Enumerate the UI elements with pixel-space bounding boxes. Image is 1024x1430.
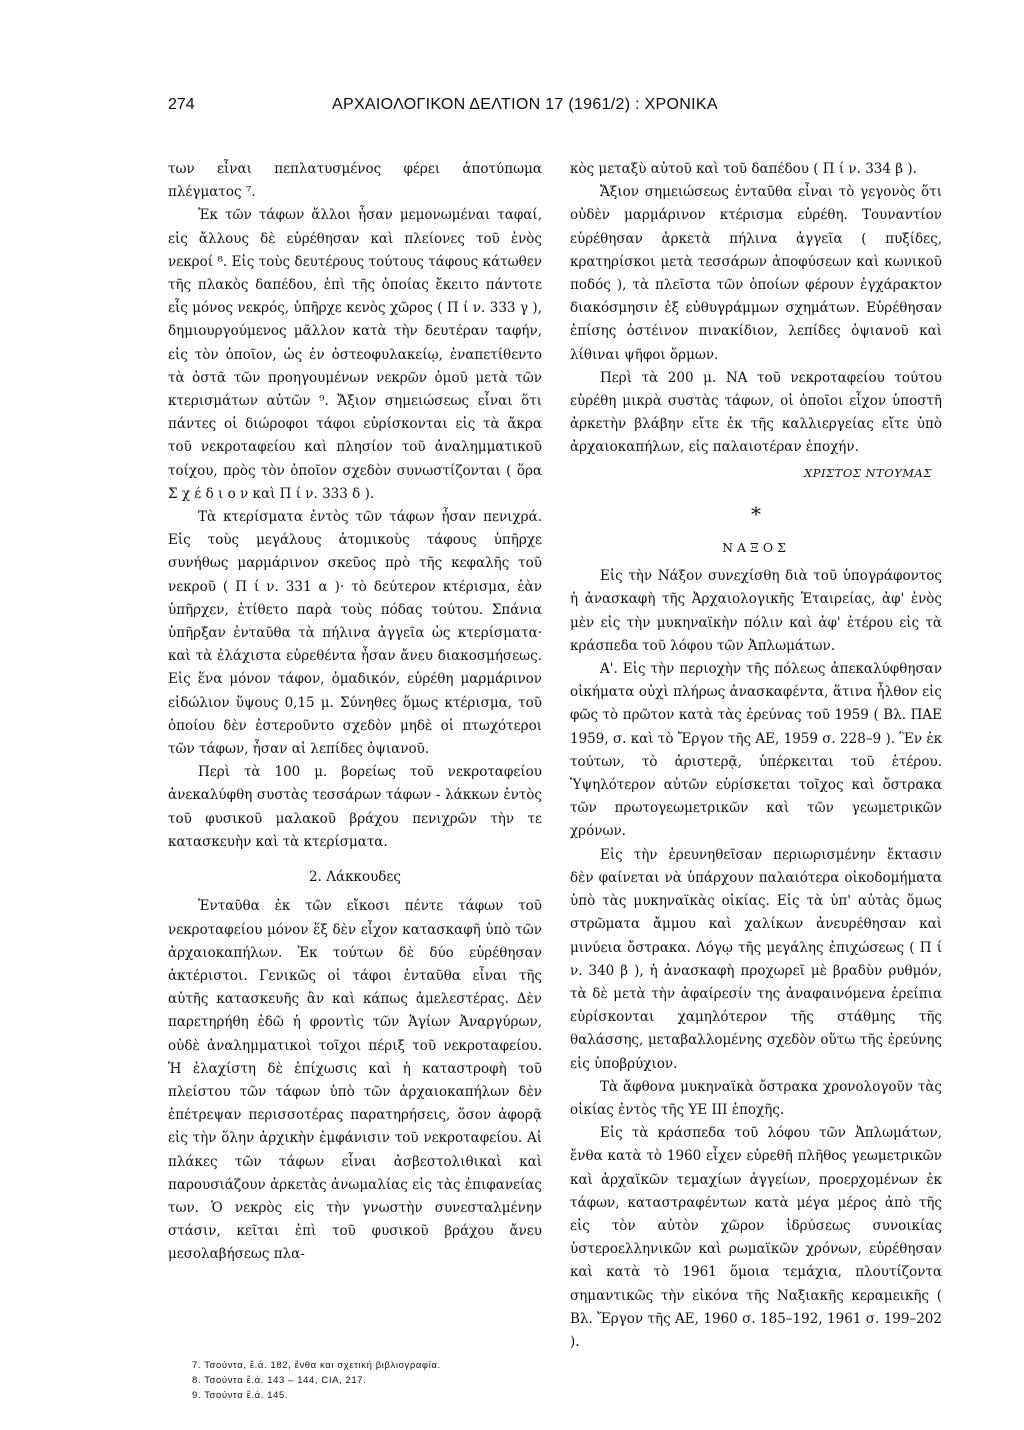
journal-title: ΑΡΧΑΙΟΛΟΓΙΚΟΝ ΔΕΛΤΙΟΝ 17 (1961/2) : ΧΡΟΝΙΚΑ	[332, 96, 718, 113]
author-signature: ΧΡΙΣΤΟΣ ΝΤΟΥΜΑΣ	[804, 465, 932, 480]
paragraph: Ἐκ τῶν τάφων ἄλλοι ἦσαν μεμονωμέναι ταφαί, εἰς ἄλλους δὲ εὑρέθησαν καὶ πλείονες τοῦ ἑνὸς νεκροί ⁸. Εἰς τοὺς δευτέρους τούτους τάφους κάτωθεν τῆς πλακὸς δαπέδου, ἐπὶ τῆς ὁποίας ἔκειτο πάντοτε εἷς μόνος νεκρός, ὑπῆρχε κενὸς χῶρος ( Π ί ν. 333 γ ), δημιουργούμενος μᾶλλον κατὰ τὴν δευτέραν ταφήν, εἰς τὸν ὁποῖον, ὡς ἐν ὀστεοφυλακείῳ, ἐναπετίθεντο τὰ ὀστᾶ τῶν προηγουμένων νεκρῶν ὁμοῦ μετὰ τῶν κτερισμάτων αὐτῶν ⁹. Ἄξιον σημειώσεως εἶναι ὅτι πάντες οἱ διώροφοι τάφοι εὑρίσκονται εἰς τὰ ἄκρα τοῦ νεκροταφείου καὶ πλησίον τοῦ ἀναλημματικοῦ τοίχου, πρὸς τὸν ὁποῖον σχεδὸν συνωστίζονται ( ὅρα Σ χ έ δ ι ο ν καὶ Π ί ν. 333 δ ).	[168, 207, 542, 502]
section-heading: 2. Λάκκουδες	[309, 869, 401, 886]
paragraph: Περὶ τὰ 200 μ. ΝΑ τοῦ νεκροταφείου τούτου εὑρέθη μικρὰ συστὰς τάφων, οἱ ὁποῖοι εἶχον ὑποστῆ ἀρκετὴν βλάβην εἴτε ἐκ τῆς καλλιεργείας εἴτε ὑπὸ ἀρχαιοκαπήλων, εἰς παλαιοτέραν ἐποχήν.	[570, 369, 942, 456]
paragraph: Ἄξιον σημειώσεως ἐνταῦθα εἶναι τὸ γεγονὸς ὅτι οὐδὲν μαρμάρινον κτέρισμα εὑρέθη. Τουναντίον εὑρέθησαν ἀρκετὰ πήλινα ἀγγεῖα ( πυξίδες, κρατηρίσκοι μετὰ τεσσάρων ἀποφύσεων καὶ κωνικοῦ ποδός ), τὰ πλεῖστα τῶν ὁποίων φέρουν ἐγχάρακτον διακόσμησιν ἐξ εὐθυγράμμων σχημάτων. Εὑρέθησαν ἐπίσης ὀστέινον πινακίδιον, λεπίδες ὀψιανοῦ καὶ λίθιναι ψῆφοι ὅρμων.	[570, 184, 942, 363]
right-column	[570, 158, 942, 1354]
paragraph: Τὰ κτερίσματα ἐντὸς τῶν τάφων ἦσαν πενιχρά. Εἰς τοὺς μεγάλους ἀτομικοὺς τάφους ὑπῆρχε συνήθως μαρμάρινον σκεῦος πρὸ τῆς κεφαλῆς τοῦ νεκροῦ ( Π ί ν. 331 α )· τὸ δεύτερον κτέρισμα, ἐὰν ὑπῆρχεν, ἐτίθετο παρὰ τοὺς πόδας τούτου. Σπάνια ὑπῆρξαν ἐνταῦθα τὰ πήλινα ἀγγεῖα ὡς κτερίσματα· καὶ τὰ ἐλάχιστα εὑρεθέντα ἦσαν ἄνευ διακοσμήσεως. Εἰς ἕνα μόνον τάφον, ὁμαδικόν, εὑρέθη μαρμάρινον εἰδώλιον ὕψους 0,15 μ. Σύνηθες ὅμως κτέρισμα, τοῦ ὁποίου δὲν ἐστεροῦντο σχεδὸν μηδὲ οἱ πτωχότεροι τῶν τάφων, ἦσαν αἱ λεπίδες ὀψιανοῦ.	[168, 509, 542, 758]
site-heading: ΝΑΞΟΣ	[722, 540, 790, 556]
paragraph: Α'. Εἰς τὴν περιοχὴν τῆς πόλεως ἀπεκαλύφθησαν οἰκήματα οὐχὶ πλήρως ἀνασκαφέντα, ἅτινα ἦλθον εἰς φῶς τὸ πρῶτον κατὰ τὰς ἐρεύνας τοῦ 1959 ( Βλ. ΠΑΕ 1959, σ. καὶ τὸ Ἔργον τῆς ΑΕ, 1959 σ. 228–9 ). Ἓν ἐκ τούτων, τὸ ἀριστερᾷ, ὑπέρκειται τοῦ ἑτέρου. Ὑψηλότερον αὐτῶν εὑρίσκεται τοῖχος καὶ ὄστρακα τῶν πρωτογεωμετρικῶν καὶ τῶν γεωμετρικῶν χρόνων.	[570, 661, 943, 840]
footnotes	[192, 1358, 552, 1403]
paragraph: των εἶναι πεπλατυσμένος φέρει ἀποτύπωμα πλέγματος ⁷.	[168, 161, 542, 201]
paragraph: Εἰς τὴν ἐρευνηθεῖσαν περιωρισμένην ἔκτασιν δὲν φαίνεται νὰ ὑπάρχουν παλαιότερα οἰκοδομήματα ὑπὸ τὰς μυκηναϊκὰς οἰκίας. Εἰς τὰ ὑπ' αὐτὰς ὅμως στρῶματα ἄμμου καὶ χαλίκων ἀνευρέθησαν καὶ μινύεια ὄστρακα. Λόγῳ τῆς μεγάλης ἐπιχώσεως ( Π ί ν. 340 β ), ἡ ἀνασκαφὴ προχωρεῖ μὲ βραδὺν ρυθμόν, τὰ δὲ μετὰ τὴν ἀφαίρεσίν της ἀναφαινόμενα ἐρείπια εὑρίσκονται χαμηλότερον τῆς στάθμης τῆς θαλάσσης, μεταβαλλομένης σχεδὸν οὕτω τῆς ἐρεύνης εἰς ὑποβρύχιον.	[570, 846, 942, 1072]
footnote: 8. Τσούντα ἔ.ἀ. 143 – 144, CIA, 217.	[192, 1375, 367, 1386]
paragraph: Τὰ ἄφθονα μυκηναϊκὰ ὄστρακα χρονολογοῦν τὰς οἰκίας ἐντὸς τῆς ΥΕ ΙΙΙ ἐποχῆς.	[570, 1078, 942, 1118]
page-number: 274	[168, 96, 195, 113]
paragraph: Ἐνταῦθα ἐκ τῶν εἴκοσι πέντε τάφων τοῦ νεκροταφείου μόνον ἕξ δὲν εἶχον κατασκαφῆ ὑπὸ τῶν ἀρχαιοκαπήλων. Ἐκ τούτων δὲ δύο εὑρέθησαν ἀκτέριστοι. Γενικῶς οἱ τάφοι ἐνταῦθα εἶναι τῆς αὐτῆς κατασκευῆς ἂν καὶ κάπως ἀμελεστέρας. Δὲν παρετηρήθη ἐδῶ ἡ φροντὶς τῶν Ἁγίων Ἀναργύρων, οὐδὲ ἀναλημματικοὶ τοῖχοι πέριξ τοῦ νεκροταφείου. Ἡ ἐλαχίστη δὲ ἐπίχωσις καὶ ἡ καταστροφὴ τοῦ πλείστου τῶν τάφων ὑπὸ τῶν ἀρχαιοκαπήλων δὲν ἐπέτρεψαν περισσοτέρας παρατηρήσεις, ὅσον ἀφορᾷ εἰς τὴν ὅλην ἀρχικὴν ἐμφάνισιν τοῦ νεκροταφείου. Αἱ πλάκες τῶν τάφων εἶναι ἀσβεστολιθικαὶ καὶ παρουσιάζουν ἀρκετὰς ἀνωμαλίας εἰς τὰς ἐπιφανείας των. Ὁ νεκρὸς εἰς τὴν γνωστὴν συνεσταλμένην στάσιν, κεῖται ἐπὶ τοῦ φυσικοῦ βράχου ἄνευ μεσολαβήσεως πλα-	[168, 898, 542, 1263]
left-column	[168, 158, 542, 1267]
paragraph: κὸς μεταξὺ αὐτοῦ καὶ τοῦ δαπέδου ( Π ί ν. 334 β ).	[570, 161, 917, 177]
asterisk-divider: *	[751, 501, 761, 526]
paragraph: Περὶ τὰ 100 μ. βορείως τοῦ νεκροταφείου ἀνεκαλύφθη συστὰς τεσσάρων τάφων - λάκκων ἐντὸς τοῦ φυσικοῦ μαλακοῦ βράχου πενιχρῶν τὴν τε κατασκευὴν καὶ τὰ κτερίσματα.	[168, 764, 542, 850]
paragraph: Εἰς τὴν Νάξον συνεχίσθη διὰ τοῦ ὑπογράφοντος ἡ ἀνασκαφὴ τῆς Ἀρχαιολογικῆς Ἑταιρείας, ἀφ' ἑνὸς μὲν εἰς τὴν μυκηναϊκὴν πόλιν καὶ ἀφ' ἑτέρου εἰς τὰ κράσπεδα τοῦ λόφου τῶν Ἀπλωμάτων.	[570, 568, 942, 654]
footnote: 9. Τσούντα ἔ.ἀ. 145.	[192, 1390, 289, 1401]
paragraph: Εἰς τὰ κράσπεδα τοῦ λόφου τῶν Ἀπλωμάτων, ἔνθα κατὰ τὸ 1960 εἶχεν εὑρεθῆ πλῆθος γεωμετρικῶν καὶ ἀρχαϊκῶν τεμαχίων ἀγγείων, προερχομένων ἐκ τάφων, καταστραφέντων κατὰ μέγα μέρος ἀπὸ τῆς εἰς τὸν αὐτὸν χῶρον ἱδρύσεως συνοικίας ὑστεροελληνικῶν καὶ ρωμαϊκῶν χρόνων, εὑρέθησαν καὶ κατὰ τὸ 1961 ὅμοια τεμάχια, πλουτίζοντα σημαντικῶς τὴν εἰκόνα τῆς Ναξιακῆς κεραμεικῆς ( Βλ. Ἔργον τῆς ΑΕ, 1960 σ. 185–192, 1961 σ. 199–202 ).	[570, 1125, 942, 1350]
footnote: 7. Τσούντα, ἔ.ἀ. 182, ἔνθα και σχετική βιβλιογραφία.	[192, 1360, 441, 1371]
